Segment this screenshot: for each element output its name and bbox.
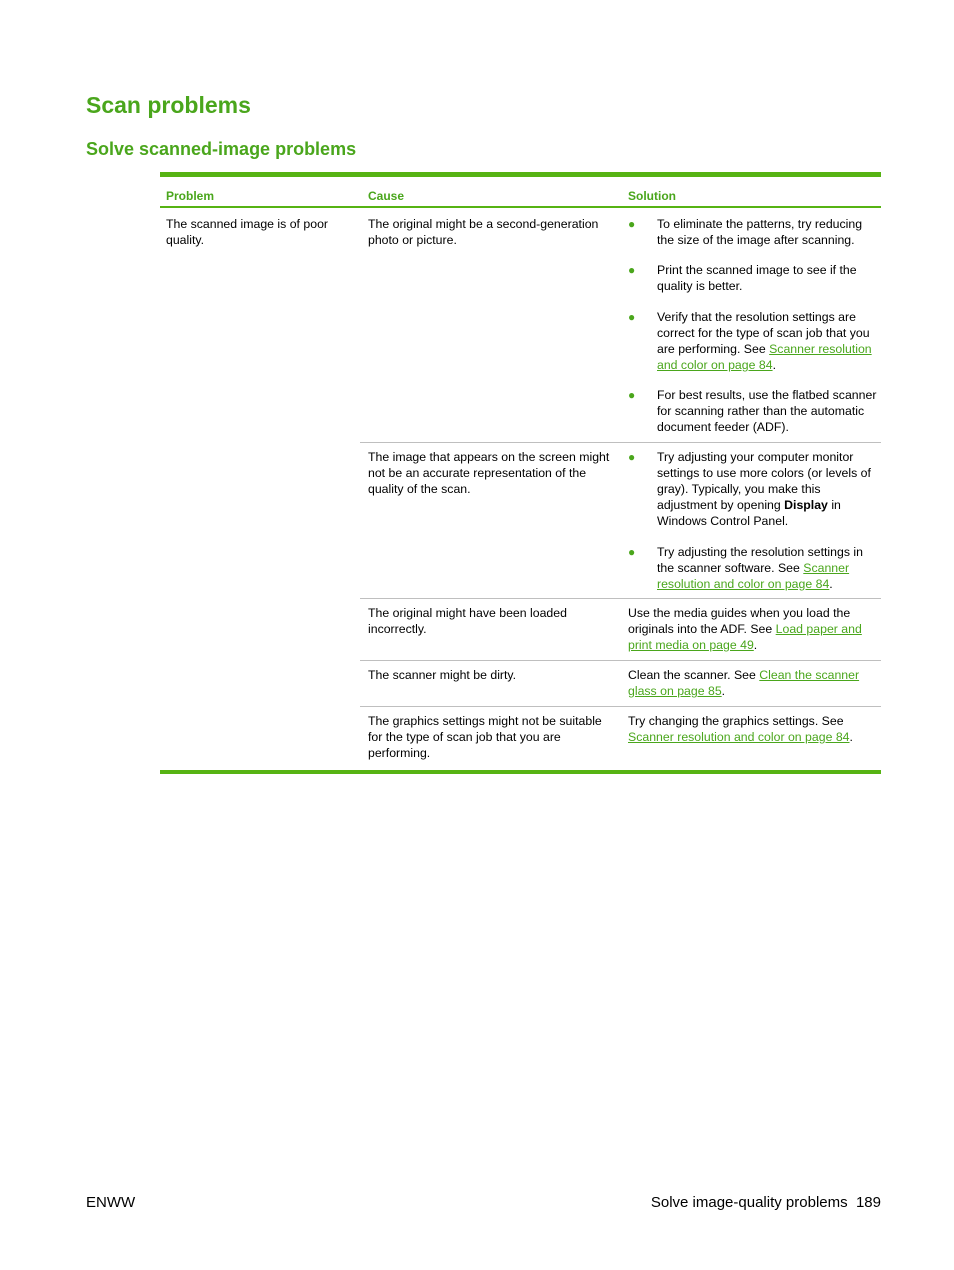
bullet-icon: ● <box>628 263 636 277</box>
subsection-heading: Solve scanned-image problems <box>86 139 357 159</box>
solution-cell: Clean the scanner. See Clean the scanner glass on page 85. <box>628 668 860 698</box>
solution-bullet: Print the scanned image to see if the quality is better. <box>657 263 857 293</box>
header-cause: Cause <box>368 189 405 203</box>
row-divider <box>360 706 881 707</box>
bullet-icon: ● <box>628 388 636 402</box>
footer-label: ENWW <box>86 1194 136 1211</box>
bullet-icon: ● <box>628 217 636 231</box>
link-load-paper[interactable]: Load paper and print media on page 49 <box>628 622 862 652</box>
table-header-row <box>160 177 881 208</box>
cause-cell: The image that appears on the screen might not be an accurate representation of the quality of the scan. <box>368 450 610 496</box>
solution-bullet: Try adjusting your computer monitor settings to use more colors (or levels of gray). Typically, you make this adjustment by opening Display in Windows Control Panel. <box>657 450 871 528</box>
bullet-icon: ● <box>628 450 636 464</box>
row-divider <box>360 442 881 443</box>
bullet-icon: ● <box>628 310 636 324</box>
link-scanner-resolution[interactable]: Scanner resolution and color on page 84 <box>628 730 850 744</box>
table-bottom-rule <box>160 770 881 774</box>
header-problem: Problem <box>166 189 215 203</box>
problems-table <box>160 172 881 774</box>
page-number: 189 <box>855 1194 881 1211</box>
link-scanner-resolution[interactable]: Scanner resolution and color on page 84 <box>657 342 872 372</box>
section-heading: Scan problems <box>86 92 251 118</box>
row-divider <box>360 598 881 599</box>
solution-bullet: To eliminate the patterns, try reducing the size of the image after scanning. <box>657 217 863 247</box>
solution-bullet: Verify that the resolution settings are correct for the type of scan job that you are performing. See Scanner resolution and color on page 84. <box>657 310 872 372</box>
cause-cell: The graphics settings might not be suitable for the type of scan job that you are performing. <box>368 714 602 760</box>
solution-bullet: For best results, use the flatbed scanner for scanning rather than the automatic document feeder (ADF). <box>657 388 877 434</box>
footer-section <box>651 1194 881 1211</box>
header-solution: Solution <box>628 189 676 203</box>
bullet-icon: ● <box>628 545 636 559</box>
solution-cell: Try changing the graphics settings. See Scanner resolution and color on page 84. <box>628 714 853 744</box>
solution-bullet: Try adjusting the resolution settings in the scanner software. See Scanner resolution and color on page 84. <box>657 545 863 591</box>
cause-cell: The original might have been loaded incorrectly. <box>368 606 567 636</box>
solution-cell: Use the media guides when you load the originals into the ADF. See Load paper and print media on page 49. <box>628 606 862 652</box>
problem-cell: The scanned image is of poor quality. <box>166 217 329 247</box>
link-clean-scanner-glass[interactable]: Clean the scanner glass on page 85 <box>628 668 860 698</box>
row-divider <box>360 660 881 661</box>
link-scanner-resolution[interactable]: Scanner resolution and color on page 84 <box>657 561 850 591</box>
table-body <box>160 208 881 770</box>
footer-section-title: Solve image-quality problems <box>650 1194 848 1211</box>
cause-cell: The scanner might be dirty. <box>368 668 517 682</box>
cause-cell: The original might be a second-generation photo or picture. <box>368 217 599 247</box>
